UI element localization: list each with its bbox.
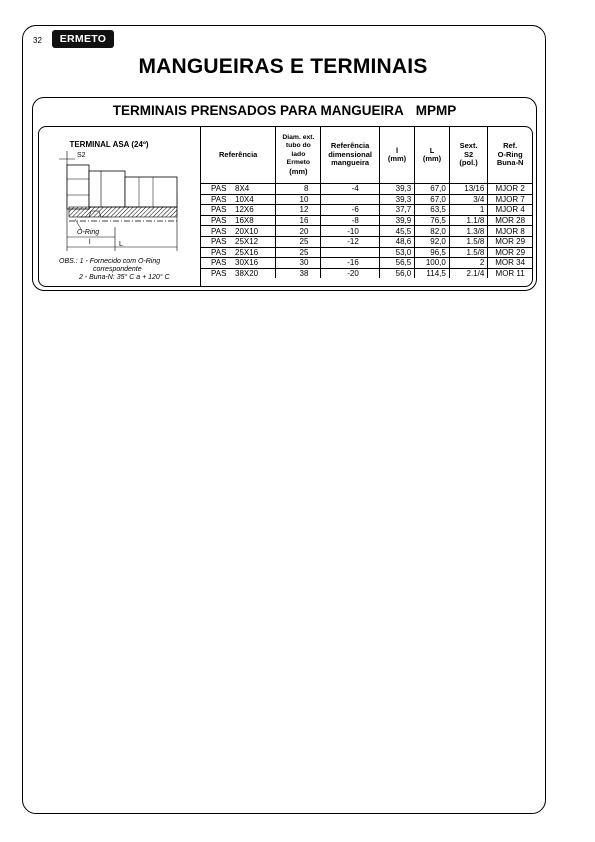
header-ref-dimensional: Referência dimensional mangueira [321, 127, 379, 184]
section-title-text: TERMINAIS PRENSADOS PARA MANGUEIRA [112, 103, 404, 118]
cell-referencia: PAS 10X4 [201, 194, 276, 205]
terminal-drawing [39, 127, 201, 257]
header-l: l (mm) [379, 127, 414, 184]
cell-sext-s2: 3/4 [449, 194, 487, 205]
cell-big-l: 96,5 [415, 247, 450, 258]
obs-line-2: correspondente [93, 266, 142, 273]
cell-l: 37,7 [379, 205, 414, 216]
cell-sext-s2: 2 [449, 258, 487, 269]
cell-referencia: PAS 20X10 [201, 226, 276, 237]
cell-diam: 20 [276, 226, 321, 237]
obs-line-1: OBS.: 1 - Fornecido com O-Ring [59, 258, 161, 265]
cell-referencia: PAS 30X16 [201, 258, 276, 269]
cell-referencia: PAS 25X16 [201, 247, 276, 258]
cell-dimensional: -16 [321, 258, 379, 269]
cell-l: 56,0 [379, 268, 414, 278]
cell-l: 45,5 [379, 226, 414, 237]
obs-line-3: 2 - Buna-N: 35° C a + 120° C [79, 274, 170, 281]
cell-l: 39,9 [379, 215, 414, 226]
cell-diam: 30 [276, 258, 321, 269]
cell-diam: 12 [276, 205, 321, 216]
cell-big-l: 114,5 [415, 268, 450, 278]
cell-sext-s2: 1.5/8 [449, 236, 487, 247]
cell-dimensional: -8 [321, 215, 379, 226]
cell-big-l: 67,0 [415, 194, 450, 205]
header-ref-oring: Ref. O-Ring Buna-N [488, 127, 532, 184]
cell-big-l: 92,0 [415, 236, 450, 247]
cell-l: 48,6 [379, 236, 414, 247]
cell-diam: 16 [276, 215, 321, 226]
table-row [201, 268, 532, 278]
cell-diam: 25 [276, 236, 321, 247]
cell-big-l: 63,5 [415, 205, 450, 216]
cell-diam: 8 [276, 184, 321, 195]
table-row [201, 184, 532, 195]
cell-oring: MOR 28 [488, 215, 532, 226]
cell-referencia: PAS 16X8 [201, 215, 276, 226]
cell-oring: MJOR 4 [488, 205, 532, 216]
cell-l: 56,5 [379, 258, 414, 269]
cell-sext-s2: 2.1/4 [449, 268, 487, 278]
cell-diam: 25 [276, 247, 321, 258]
cell-diam: 38 [276, 268, 321, 278]
cell-dimensional [321, 247, 379, 258]
table-row [201, 226, 532, 237]
cell-sext-s2: 1.3/8 [449, 226, 487, 237]
header-referencia: Referência [201, 127, 276, 184]
header-big-l: L (mm) [415, 127, 450, 184]
cell-big-l: 82,0 [415, 226, 450, 237]
table-header-row [201, 127, 532, 184]
section-title [32, 103, 537, 118]
cell-big-l: 76,5 [415, 215, 450, 226]
cell-referencia: PAS 12X6 [201, 205, 276, 216]
table-row [201, 215, 532, 226]
oring-label: O-Ring [77, 229, 100, 236]
cell-referencia: PAS 8X4 [201, 184, 276, 195]
table-body [201, 184, 532, 279]
cell-big-l: 100,0 [415, 258, 450, 269]
cell-oring: MOR 34 [488, 258, 532, 269]
cell-l: 53,0 [379, 247, 414, 258]
cell-sext-s2: 1 [449, 205, 487, 216]
cell-dimensional: -4 [321, 184, 379, 195]
cell-sext-s2: 13/16 [449, 184, 487, 195]
cell-oring: MOR 29 [488, 236, 532, 247]
cell-diam: 10 [276, 194, 321, 205]
cell-l: 39,3 [379, 194, 414, 205]
table-row [201, 236, 532, 247]
cell-big-l: 67,0 [415, 184, 450, 195]
table-row [201, 247, 532, 258]
cell-oring: MJOR 8 [488, 226, 532, 237]
page-number: 32 [33, 36, 42, 45]
cell-dimensional: -20 [321, 268, 379, 278]
cell-sext-s2: 1.5/8 [449, 247, 487, 258]
ermeto-logo: ERMETO [52, 30, 114, 48]
section-code: MPMP [415, 103, 457, 118]
cell-dimensional [321, 194, 379, 205]
cell-dimensional: -12 [321, 236, 379, 247]
small-l-label: l [89, 239, 91, 246]
cell-oring: MOR 29 [488, 247, 532, 258]
big-l-label: L [119, 241, 123, 248]
cell-dimensional: -10 [321, 226, 379, 237]
header-sext-s2: Sext. S2 (pol.) [449, 127, 487, 184]
header-diam-ext: Diam. ext. tubo do lado Ermeto (mm) [276, 127, 321, 184]
cell-dimensional: -6 [321, 205, 379, 216]
cell-referencia: PAS 25X12 [201, 236, 276, 247]
table-row [201, 258, 532, 269]
cell-oring: MJOR 2 [488, 184, 532, 195]
cell-oring: MJOR 7 [488, 194, 532, 205]
spec-table [201, 127, 532, 278]
cell-referencia: PAS 38X20 [211, 269, 259, 279]
page-title: MANGUEIRAS E TERMINAIS [138, 55, 428, 78]
table-row [201, 205, 532, 216]
s2-label: S2 [77, 152, 86, 159]
terminal-diagram [39, 127, 201, 286]
cell-l: 39,3 [379, 184, 414, 195]
cell-oring: MOR 11 [488, 268, 532, 278]
cell-sext-s2: 1.1/8 [449, 215, 487, 226]
diagram-title: TERMINAL ASA (24º) [69, 140, 149, 149]
observations [59, 258, 170, 282]
spec-panel [38, 126, 533, 287]
table-row [201, 194, 532, 205]
